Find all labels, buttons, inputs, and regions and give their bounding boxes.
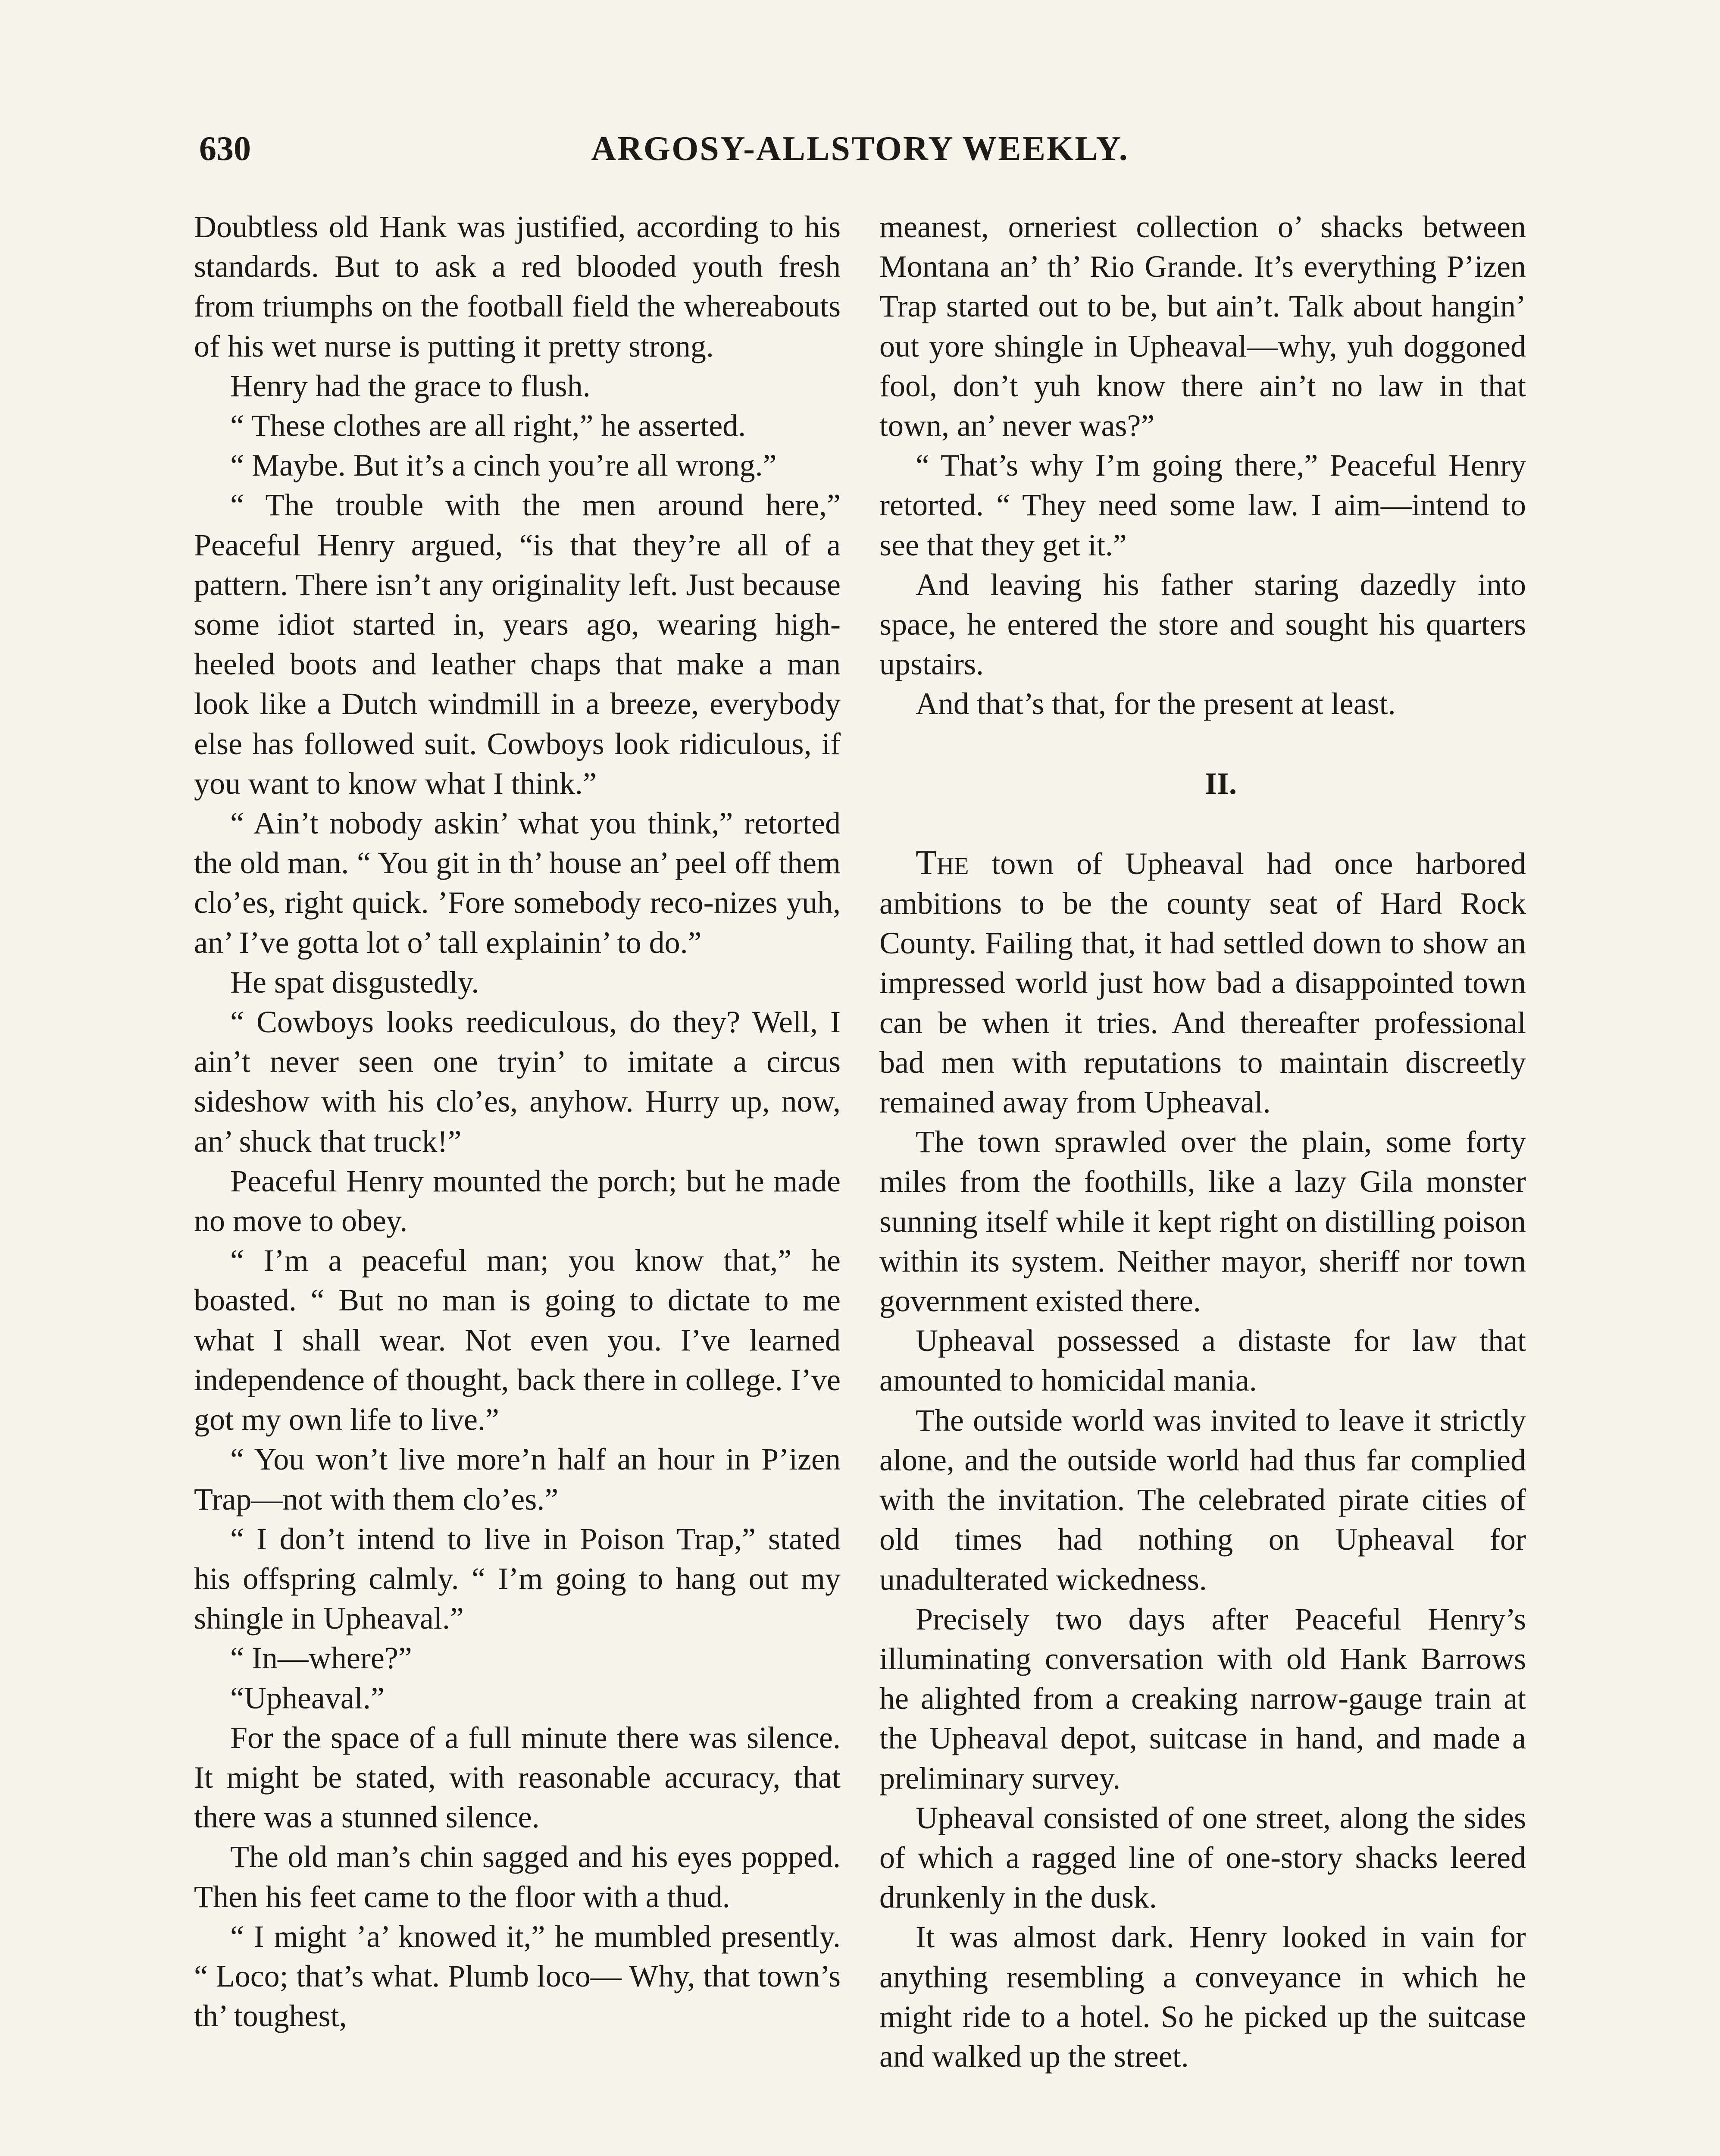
paragraph: And leaving his father staring dazedly into space, he entered the store and sought his quarters upstairs. bbox=[879, 567, 1526, 682]
paragraph: “ That’s why I’m going there,” Peaceful Henry retorted. “ They need some law. I aim—intend to see that they get it.” bbox=[879, 448, 1526, 562]
paragraph-continuation: meanest, orneriest collection o’ shacks between Montana an’ th’ Rio Grande. It’s everything P’izen Trap started out to be, but ain’t. Talk about hangin’ out yore shingle in Upheaval—why, yuh doggoned fool, don’t yuh know there ain’t no law in that town, an’ never was?” bbox=[879, 210, 1526, 443]
paragraph: It was almost dark. Henry looked in vain for anything resembling a conveyance in which he might ride to a hotel. So he picked up the suitcase and walked up the street. bbox=[879, 1920, 1526, 2074]
paragraph: And that’s that, for the present at least. bbox=[916, 686, 1396, 721]
paragraph: Upheaval consisted of one street, along the sides of which a ragged line of one-story shacks leered drunkenly in the dusk. bbox=[879, 1800, 1526, 1915]
paragraph: “ I might ’a’ knowed it,” he mumbled presently. “ Loco; that’s what. Plumb loco— Why, that town’s th’ toughest, bbox=[194, 1919, 841, 2034]
paragraph: “ I’m a peaceful man; you know that,” he boasted. “ But no man is going to dictate to me what I shall wear. Not even you. I’ve learned independence of thought, back there in college. I’ve got my own life to live.” bbox=[194, 1243, 841, 1437]
paragraph: The town sprawled over the plain, some forty miles from the foothills, like a lazy Gila monster sunning itself while it kept right on distilling poison within its system. Neither mayor, sheriff nor town government existed there. bbox=[879, 1125, 1526, 1319]
page-number: 630 bbox=[199, 130, 251, 168]
page-header bbox=[194, 129, 1526, 177]
paragraph: “ Cowboys looks reediculous, do they? Well, I ain’t never seen one tryin’ to imitate a circus sideshow with his clo’es, anyhow. Hurry up, now, an’ shuck that truck!” bbox=[194, 1005, 841, 1159]
paragraph: Upheaval possessed a distaste for law that amounted to homicidal mania. bbox=[879, 1323, 1526, 1398]
right-column bbox=[879, 207, 1526, 2076]
paragraph: Precisely two days after Peaceful Henry’s illuminating conversation with old Hank Barrows he alighted from a creaking narrow-gauge train at the Upheaval depot, suitcase in hand, and made a preliminary survey. bbox=[879, 1601, 1526, 1796]
paragraph: “Upheaval.” bbox=[230, 1680, 385, 1715]
running-title: ARGOSY-ALLSTORY WEEKLY. bbox=[591, 130, 1129, 168]
paragraph: For the space of a full minute there was silence. It might be stated, with reasonable accuracy, that there was a stunned silence. bbox=[194, 1720, 841, 1835]
section-heading: II. bbox=[1204, 766, 1237, 801]
paragraph: Henry had the grace to flush. bbox=[230, 368, 591, 403]
opening-text: town of Upheaval had once harbored ambitions to be the county seat of Hard Rock County. Failing that, it had settled down to show an impressed world just how bad a disappointed town can be when it tries. And thereafter professional bad men with reputations to maintain discreetly remained away from Upheaval. bbox=[879, 846, 1526, 1120]
left-column bbox=[194, 207, 841, 2036]
paragraph: The old man’s chin sagged and his eyes popped. Then his feet came to the floor with a thud. bbox=[194, 1839, 841, 1914]
paragraph: The outside world was invited to leave it strictly alone, and the outside world had thus far complied with the invitation. The celebrated pirate cities of old times had nothing on Upheaval for unadulterated wickedness. bbox=[879, 1403, 1526, 1597]
paragraph: “ In—where?” bbox=[230, 1641, 412, 1676]
section-spacer bbox=[879, 803, 1526, 843]
paragraph: “ I don’t intend to live in Poison Trap,” stated his offspring calmly. “ I’m going to hang out my shingle in Upheaval.” bbox=[194, 1521, 841, 1636]
section-opening-paragraph bbox=[879, 843, 1526, 1122]
paragraph: “ These clothes are all right,” he asserted. bbox=[230, 408, 746, 443]
opening-word: The bbox=[916, 843, 969, 882]
paragraph: “ You won’t live more’n half an hour in P’izen Trap—not with them clo’es.” bbox=[194, 1442, 841, 1517]
section-spacer bbox=[879, 724, 1526, 764]
paragraph: Doubtless old Hank was justified, according to his standards. But to ask a red blooded youth fresh from triumphs on the football field the whereabouts of his wet nurse is putting it pretty strong. bbox=[194, 210, 841, 364]
paragraph: “ The trouble with the men around here,” Peaceful Henry argued, “is that they’re all of a pattern. There isn’t any originality left. Just because some idiot started in, years ago, wearing high-heeled boots and leather chaps that make a man look like a Dutch windmill in a breeze, everybody else has followed suit. Cowboys look ridiculous, if you want to know what I think.” bbox=[194, 488, 841, 801]
paragraph: “ Maybe. But it’s a cinch you’re all wrong.” bbox=[230, 448, 777, 483]
paragraph: “ Ain’t nobody askin’ what you think,” retorted the old man. “ You git in th’ house an’ peel off them clo’es, right quick. ’Fore somebody reco-nizes yuh, an’ I’ve gotta lot o’ tall explainin’ to do.” bbox=[194, 806, 841, 960]
paragraph: Peaceful Henry mounted the porch; but he made no move to obey. bbox=[194, 1163, 841, 1238]
paragraph: He spat disgustedly. bbox=[230, 965, 479, 1000]
